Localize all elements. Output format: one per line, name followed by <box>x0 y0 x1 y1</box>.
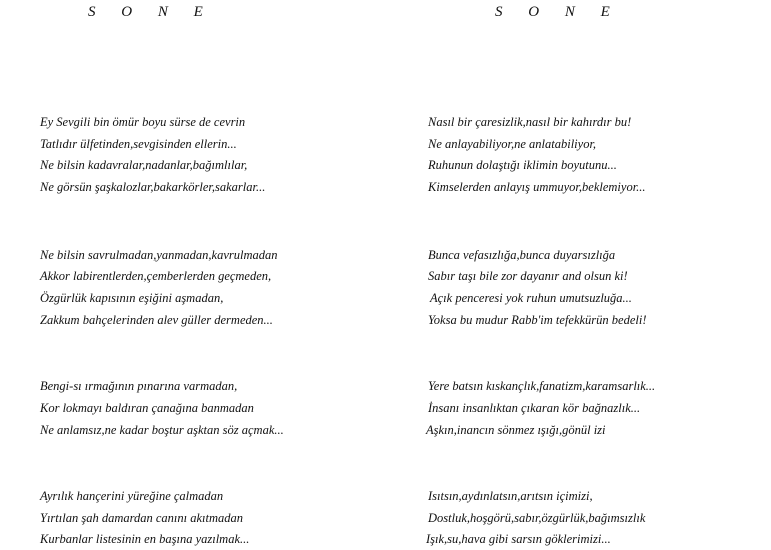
poem-line: Ne anlamsız,ne kadar boştur aşktan söz açmak... <box>40 423 284 437</box>
poem-line: Aşkın,inancın sönmez ışığı,gönül izi <box>426 423 606 437</box>
poem-line: Kor lokmayı baldıran çanağına banmadan <box>40 401 254 415</box>
poem-line: Yere batsın kıskançlık,fanatizm,karamsarlık... <box>428 379 656 393</box>
poem-line: Nasıl bir çaresizlik,nasıl bir kahırdır bu! <box>428 115 632 129</box>
poem-line: Ne bilsin kadavralar,nadanlar,bağımlılar, <box>40 158 248 172</box>
poem-line: Akkor labirentlerden,çemberlerden geçmeden, <box>40 269 272 283</box>
poem-line: Kimselerden anlayış ummuyor,beklemiyor... <box>428 180 646 194</box>
poem-line: Bunca vefasızlığa,bunca duyarsızlığa <box>428 248 616 262</box>
poem-line: İnsanı insanlıktan çıkaran kör bağnazlık... <box>428 401 641 415</box>
poem-line: Sabır taşı bile zor dayanır and olsun ki! <box>428 269 628 283</box>
poem-line: Ne görsün şaşkalozlar,bakarkörler,sakarlar... <box>40 180 266 194</box>
poem-line: Yoksa bu mudur Rabb'im tefekkürün bedeli! <box>428 313 647 327</box>
poem-line: Açık penceresi yok ruhun umutsuzluğa... <box>430 291 632 305</box>
poem-line: Dostluk,hoşgörü,sabır,özgürlük,bağımsızlık <box>428 511 646 525</box>
poem-line: Işık,su,hava gibi sarsın göklerimizi... <box>426 532 611 546</box>
right-poem-title: S O N E <box>495 4 621 20</box>
poem-line: Zakkum bahçelerinden alev güller dermeden... <box>40 313 273 327</box>
poem-line: Ne anlayabiliyor,ne anlatabiliyor, <box>428 137 597 151</box>
poem-line: Bengi-sı ırmağının pınarına varmadan, <box>40 379 238 393</box>
left-poem-title: S O N E <box>88 4 214 20</box>
poem-line: Isıtsın,aydınlatsın,arıtsın içimizi, <box>428 489 593 503</box>
poem-line: Ayrılık hançerini yüreğine çalmadan <box>40 489 224 503</box>
poem-line: Özgürlük kapısının eşiğini aşmadan, <box>40 291 224 305</box>
poem-line: Ruhunun dolaştığı iklimin boyutunu... <box>428 158 617 172</box>
poem-line: Kurbanlar listesinin en başına yazılmak... <box>40 532 250 546</box>
poem-line: Tatlıdır ülfetinden,sevgisinden ellerin... <box>40 137 237 151</box>
poem-line: Ne bilsin savrulmadan,yanmadan,kavrulmadan <box>40 248 278 262</box>
poem-line: Ey Sevgili bin ömür boyu sürse de cevrin <box>40 115 246 129</box>
poem-line: Yırtılan şah damardan canını akıtmadan <box>40 511 244 525</box>
